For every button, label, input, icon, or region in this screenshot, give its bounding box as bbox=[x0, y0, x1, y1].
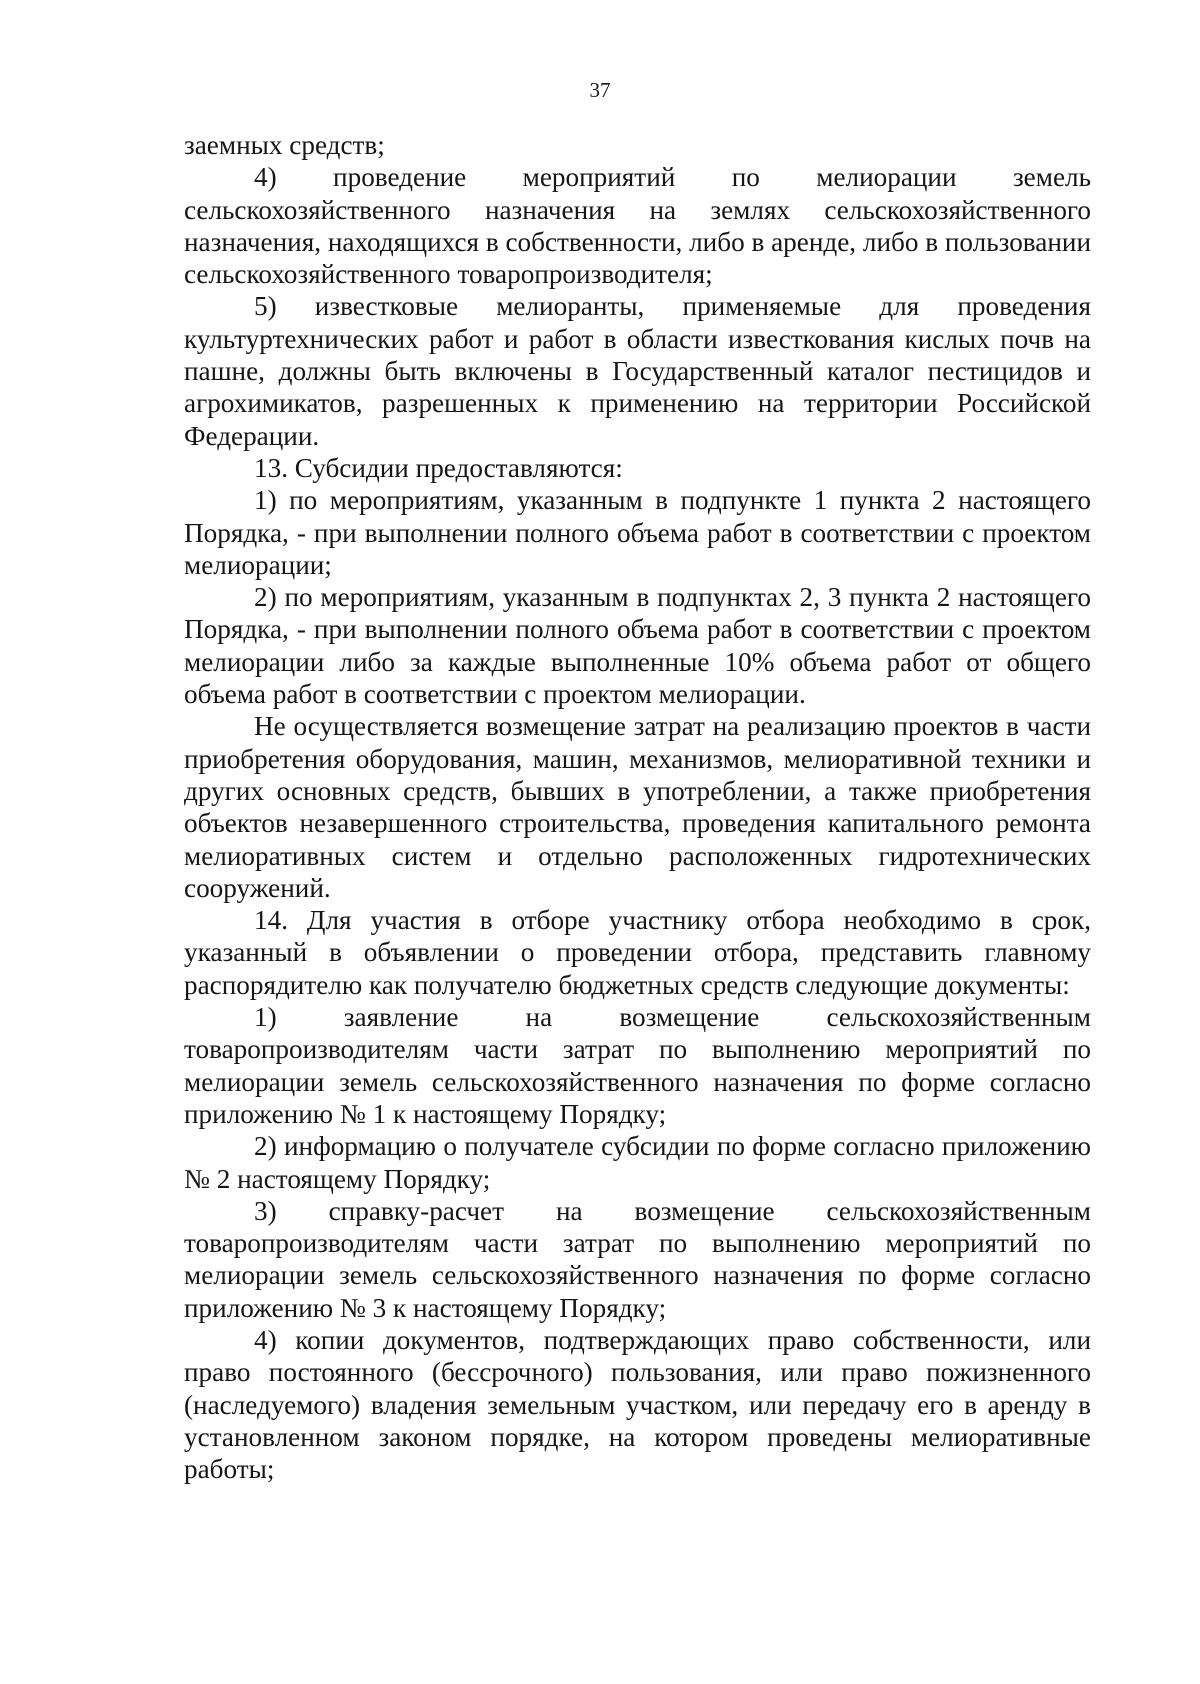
document-body bbox=[184, 129, 1091, 1485]
paragraph-continuation: заемных средств; bbox=[184, 130, 385, 160]
paragraph-clause-14: 14. Для участия в отборе участнику отбора необходимо в срок, указанный в объявлении о проведении отбора, представить главному распорядителю как получателю бюджетных средств следующие документы: bbox=[184, 905, 1091, 1000]
paragraph-clause-13-item-1: 1) по мероприятиям, указанным в подпункте 1 пункта 2 настоящего Порядка, - при выполнении полного объема работ в соответствии с проектом мелиорации; bbox=[184, 485, 1091, 580]
paragraph-clause-13: 13. Субсидии предоставляются: bbox=[254, 452, 623, 483]
page-number: 37 bbox=[589, 78, 611, 102]
paragraph-no-reimbursement: Не осуществляется возмещение затрат на реализацию проектов в части приобретения оборудования, машин, механизмов, мелиоративной техники и других основных средств, бывших в употреблении, а также приобретения объектов незавершенного строительства, проведения капитального ремонта мелиоративных систем и отдельно расположенных гидротехнических сооружений. bbox=[184, 711, 1091, 903]
paragraph-item-4: 4) проведение мероприятий по мелиорации земель сельскохозяйственного назначения на землях сельскохозяйственного назначения, находящихся в собственности, либо в аренде, либо в пользовании сельскохозяйственного товаропроизводителя; bbox=[184, 162, 1091, 290]
paragraph-clause-14-item-3: 3) справку-расчет на возмещение сельскохозяйственным товаропроизводителям части затрат по выполнению мероприятий по мелиорации земель сельскохозяйственного назначения по форме согласно приложению № 3 к настоящему Порядку; bbox=[184, 1195, 1091, 1323]
paragraph-clause-13-item-2: 2) по мероприятиям, указанным в подпунктах 2, 3 пункта 2 настоящего Порядка, - при выполнении полного объема работ в соответствии с проектом мелиорации либо за каждые выполненные 10% объема работ от общего объема работ в соответствии с проектом мелиорации. bbox=[184, 582, 1091, 710]
paragraph-clause-14-item-2: 2) информацию о получателе субсидии по форме согласно приложению № 2 настоящему Порядку; bbox=[184, 1131, 1091, 1194]
paragraph-item-5: 5) известковые мелиоранты, применяемые для проведения культуртехнических работ и работ в области известкования кислых почв на пашне, должны быть включены в Государственный каталог пестицидов и агрохимикатов, разрешенных к применению на территории Российской Федерации. bbox=[184, 291, 1091, 451]
paragraph-clause-14-item-4: 4) копии документов, подтверждающих право собственности, или право постоянного (бессрочного) пользования, или право пожизненного (наследуемого) владения земельным участком, или передачу его в аренду в установленном законом порядке, на котором проведены мелиоративные работы; bbox=[184, 1324, 1091, 1485]
paragraph-clause-14-item-1: 1) заявление на возмещение сельскохозяйственным товаропроизводителям части затрат по выполнению мероприятий по мелиорации земель сельскохозяйственного назначения по форме согласно приложению № 1 к настоящему Порядку; bbox=[184, 1002, 1091, 1129]
